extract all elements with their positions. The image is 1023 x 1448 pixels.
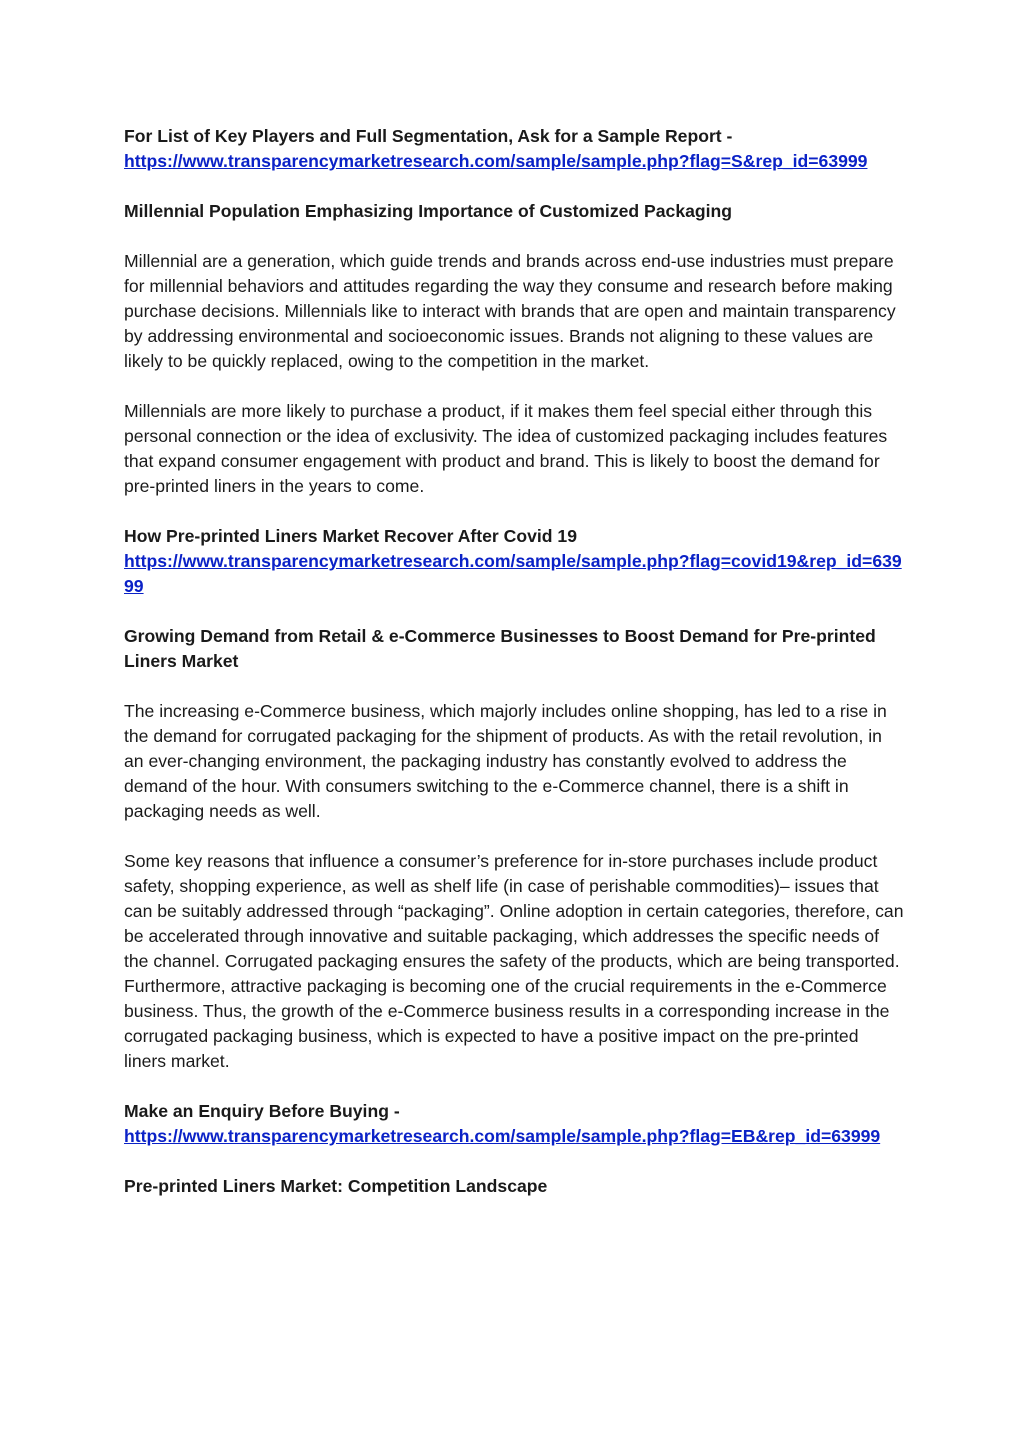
retail-heading: Growing Demand from Retail & e-Commerce Businesses to Boost Demand for Pre-printed Liners Market [124, 626, 876, 671]
covid-block [124, 524, 904, 599]
retail-paragraph-2: Some key reasons that influence a consumer’s preference for in-store purchases include product safety, shopping experience, as well as shelf life (in case of perishable commodities)– issues that can be suitably addressed through “packaging”. Online adoption in certain categories, therefore, can be accelerated through innovative and suitable packaging, which addresses the specific needs of the channel. Corrugated packaging ensures the safety of the products, which are being transported. Furthermore, attractive packaging is becoming one of the crucial requirements in the e-Commerce business. Thus, the growth of the e-Commerce business results in a corresponding increase in the corrugated packaging business, which is expected to have a positive impact on the pre-printed liners market. [124, 851, 904, 1071]
millennial-paragraph-2: Millennials are more likely to purchase a product, if it makes them feel special either through this personal connection or the idea of exclusivity. The idea of customized packaging includes features that expand consumer engagement with product and brand. This is likely to boost the demand for pre-printed liners in the years to come. [124, 401, 888, 496]
enquiry-heading: Make an Enquiry Before Buying - [124, 1101, 400, 1121]
enquiry-link[interactable]: https://www.transparencymarketresearch.com/sample/sample.php?flag=EB&rep_id=63999 [124, 1126, 881, 1146]
enquiry-block [124, 1099, 904, 1149]
millennial-paragraph-1: Millennial are a generation, which guide trends and brands across end-use industries must prepare for millennial behaviors and attitudes regarding the way they consume and research before making purchase decisions. Millennials like to interact with brands that are open and maintain transparency by addressing environmental and socioeconomic issues. Brands not aligning to these values are likely to be quickly replaced, owing to the competition in the market. [124, 251, 896, 371]
covid-heading: How Pre-printed Liners Market Recover After Covid 19 [124, 526, 577, 546]
sample-report-heading: For List of Key Players and Full Segmentation, Ask for a Sample Report - [124, 126, 733, 146]
retail-paragraph-1: The increasing e-Commerce business, which majorly includes online shopping, has led to a rise in the demand for corrugated packaging for the shipment of products. As with the retail revolution, in an ever-changing environment, the packaging industry has constantly evolved to address the demand of the hour. With consumers switching to the e-Commerce channel, there is a shift in packaging needs as well. [124, 701, 887, 821]
sample-report-block [124, 124, 904, 174]
millennial-heading: Millennial Population Emphasizing Importance of Customized Packaging [124, 201, 733, 221]
competition-heading: Pre-printed Liners Market: Competition Landscape [124, 1176, 548, 1196]
document-page [124, 124, 904, 1224]
covid-link[interactable]: https://www.transparencymarketresearch.com/sample/sample.php?flag=covid19&rep_id=63999 [124, 551, 902, 596]
sample-report-link[interactable]: https://www.transparencymarketresearch.com/sample/sample.php?flag=S&rep_id=63999 [124, 151, 868, 171]
